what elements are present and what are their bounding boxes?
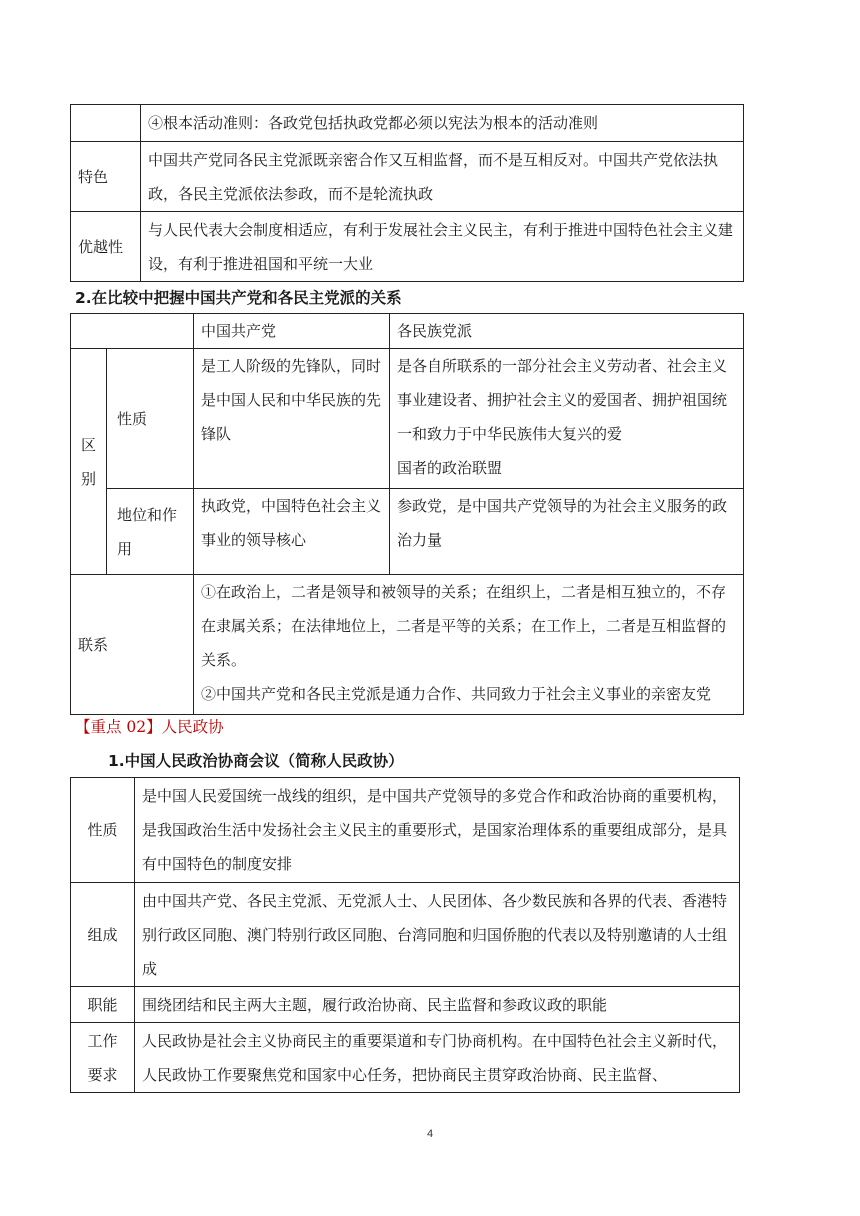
table-row: [71, 105, 744, 142]
row-content: 中国共产党同各民主党派既亲密合作又互相监督，而不是互相反对。中国共产党依法执政，各民主党派依法参政，而不是轮流执政: [141, 142, 744, 212]
row-content: ④根本活动准则：各政党包括执政党都必须以宪法为根本的活动准则: [141, 105, 744, 142]
row-label: 职能: [71, 987, 135, 1023]
section-name: 人民政协: [161, 718, 224, 736]
row-label: 优越性: [71, 212, 141, 282]
table-row: [71, 489, 744, 575]
column-header: 各民族党派: [390, 314, 744, 349]
row-label: 性质: [71, 778, 135, 883]
empty-header-cell: [71, 314, 194, 349]
row-label: 组成: [71, 883, 135, 987]
section-heading: 2.在比较中把握中国共产党和各民主党派的关系: [75, 289, 402, 307]
row-label: [71, 1023, 135, 1093]
link-text-2: ②中国共产党和各民主党派是通力合作、共同致力于社会主义事业的亲密友党: [201, 685, 712, 703]
row-content: 是中国人民爱国统一战线的组织，是中国共产党领导的多党合作和政治协商的重要机构，是我国政治生活中发扬社会主义民主的重要形式，是国家治理体系的重要组成部分，是具有中国特色的制度安排: [135, 778, 740, 883]
page-number: 4: [426, 1128, 434, 1140]
cpc-nature-cell: 是工人阶级的先锋队，同时是中国人民和中华民族的先锋队: [194, 349, 390, 489]
cpc-role-cell: 执政党，中国特色社会主义事业的领导核心: [194, 489, 390, 575]
link-text-1: ①在政治上，二者是领导和被领导的关系；在组织上，二者是相互独立的，不存在隶属关系；在法律地位上，二者是平等的关系；在工作上，二者是互相监督的关系。: [201, 583, 727, 669]
row-label: 特色: [71, 142, 141, 212]
parties-nature-text-cont: 国者的政治联盟: [397, 459, 503, 477]
row-label: 性质: [107, 349, 194, 489]
table-row: [71, 1023, 740, 1093]
column-header: 中国共产党: [194, 314, 390, 349]
table-cppcc: [70, 777, 740, 1093]
table-row: [71, 142, 744, 212]
table-row: [71, 778, 740, 883]
row-content: 由中国共产党、各民主党派、无党派人士、人民团体、各少数民族和各界的代表、香港特别行政区同胞、澳门特别行政区同胞、台湾同胞和归国侨胞的代表以及特别邀请的人士组成: [135, 883, 740, 987]
table-row: [71, 987, 740, 1023]
table-row: [71, 349, 744, 489]
group-label-text: 区别: [80, 435, 96, 488]
row-label: 地位和作用: [107, 489, 194, 575]
row-content: 人民政协是社会主义协商民主的重要渠道和专门协商机构。在中国特色社会主义新时代，人民政协工作要聚焦党和国家中心任务，把协商民主贯穿政治协商、民主监督、: [135, 1023, 740, 1093]
parties-nature-cell: [390, 349, 744, 489]
table-party-system-features: [70, 104, 744, 282]
section-tag: 【重点 02】: [75, 718, 162, 736]
table-party-comparison: [70, 313, 744, 715]
row-label: 联系: [71, 575, 194, 715]
group-label-difference: [71, 349, 107, 575]
row-label-text: 工作要求: [87, 1031, 118, 1084]
table-row: [71, 212, 744, 282]
row-content: 与人民代表大会制度相适应，有利于发展社会主义民主，有利于推进中国特色社会主义建设，有利于推进祖国和平统一大业: [141, 212, 744, 282]
table-row: [71, 575, 744, 715]
table-header-row: [71, 314, 744, 349]
link-cell: [194, 575, 744, 715]
subsection-heading: 1.中国人民政治协商会议（简称人民政协）: [108, 752, 404, 770]
row-label: [71, 105, 141, 142]
parties-role-cell: 参政党，是中国共产党领导的为社会主义服务的政治力量: [390, 489, 744, 575]
section-title: [75, 717, 224, 737]
row-content: 围绕团结和民主两大主题，履行政治协商、民主监督和参政议政的职能: [135, 987, 740, 1023]
table-row: [71, 883, 740, 987]
parties-nature-text: 是各自所联系的一部分社会主义劳动者、社会主义事业建设者、拥护社会主义的爱国者、拥护祖国统一和致力于中华民族伟大复兴的爱: [397, 357, 728, 443]
